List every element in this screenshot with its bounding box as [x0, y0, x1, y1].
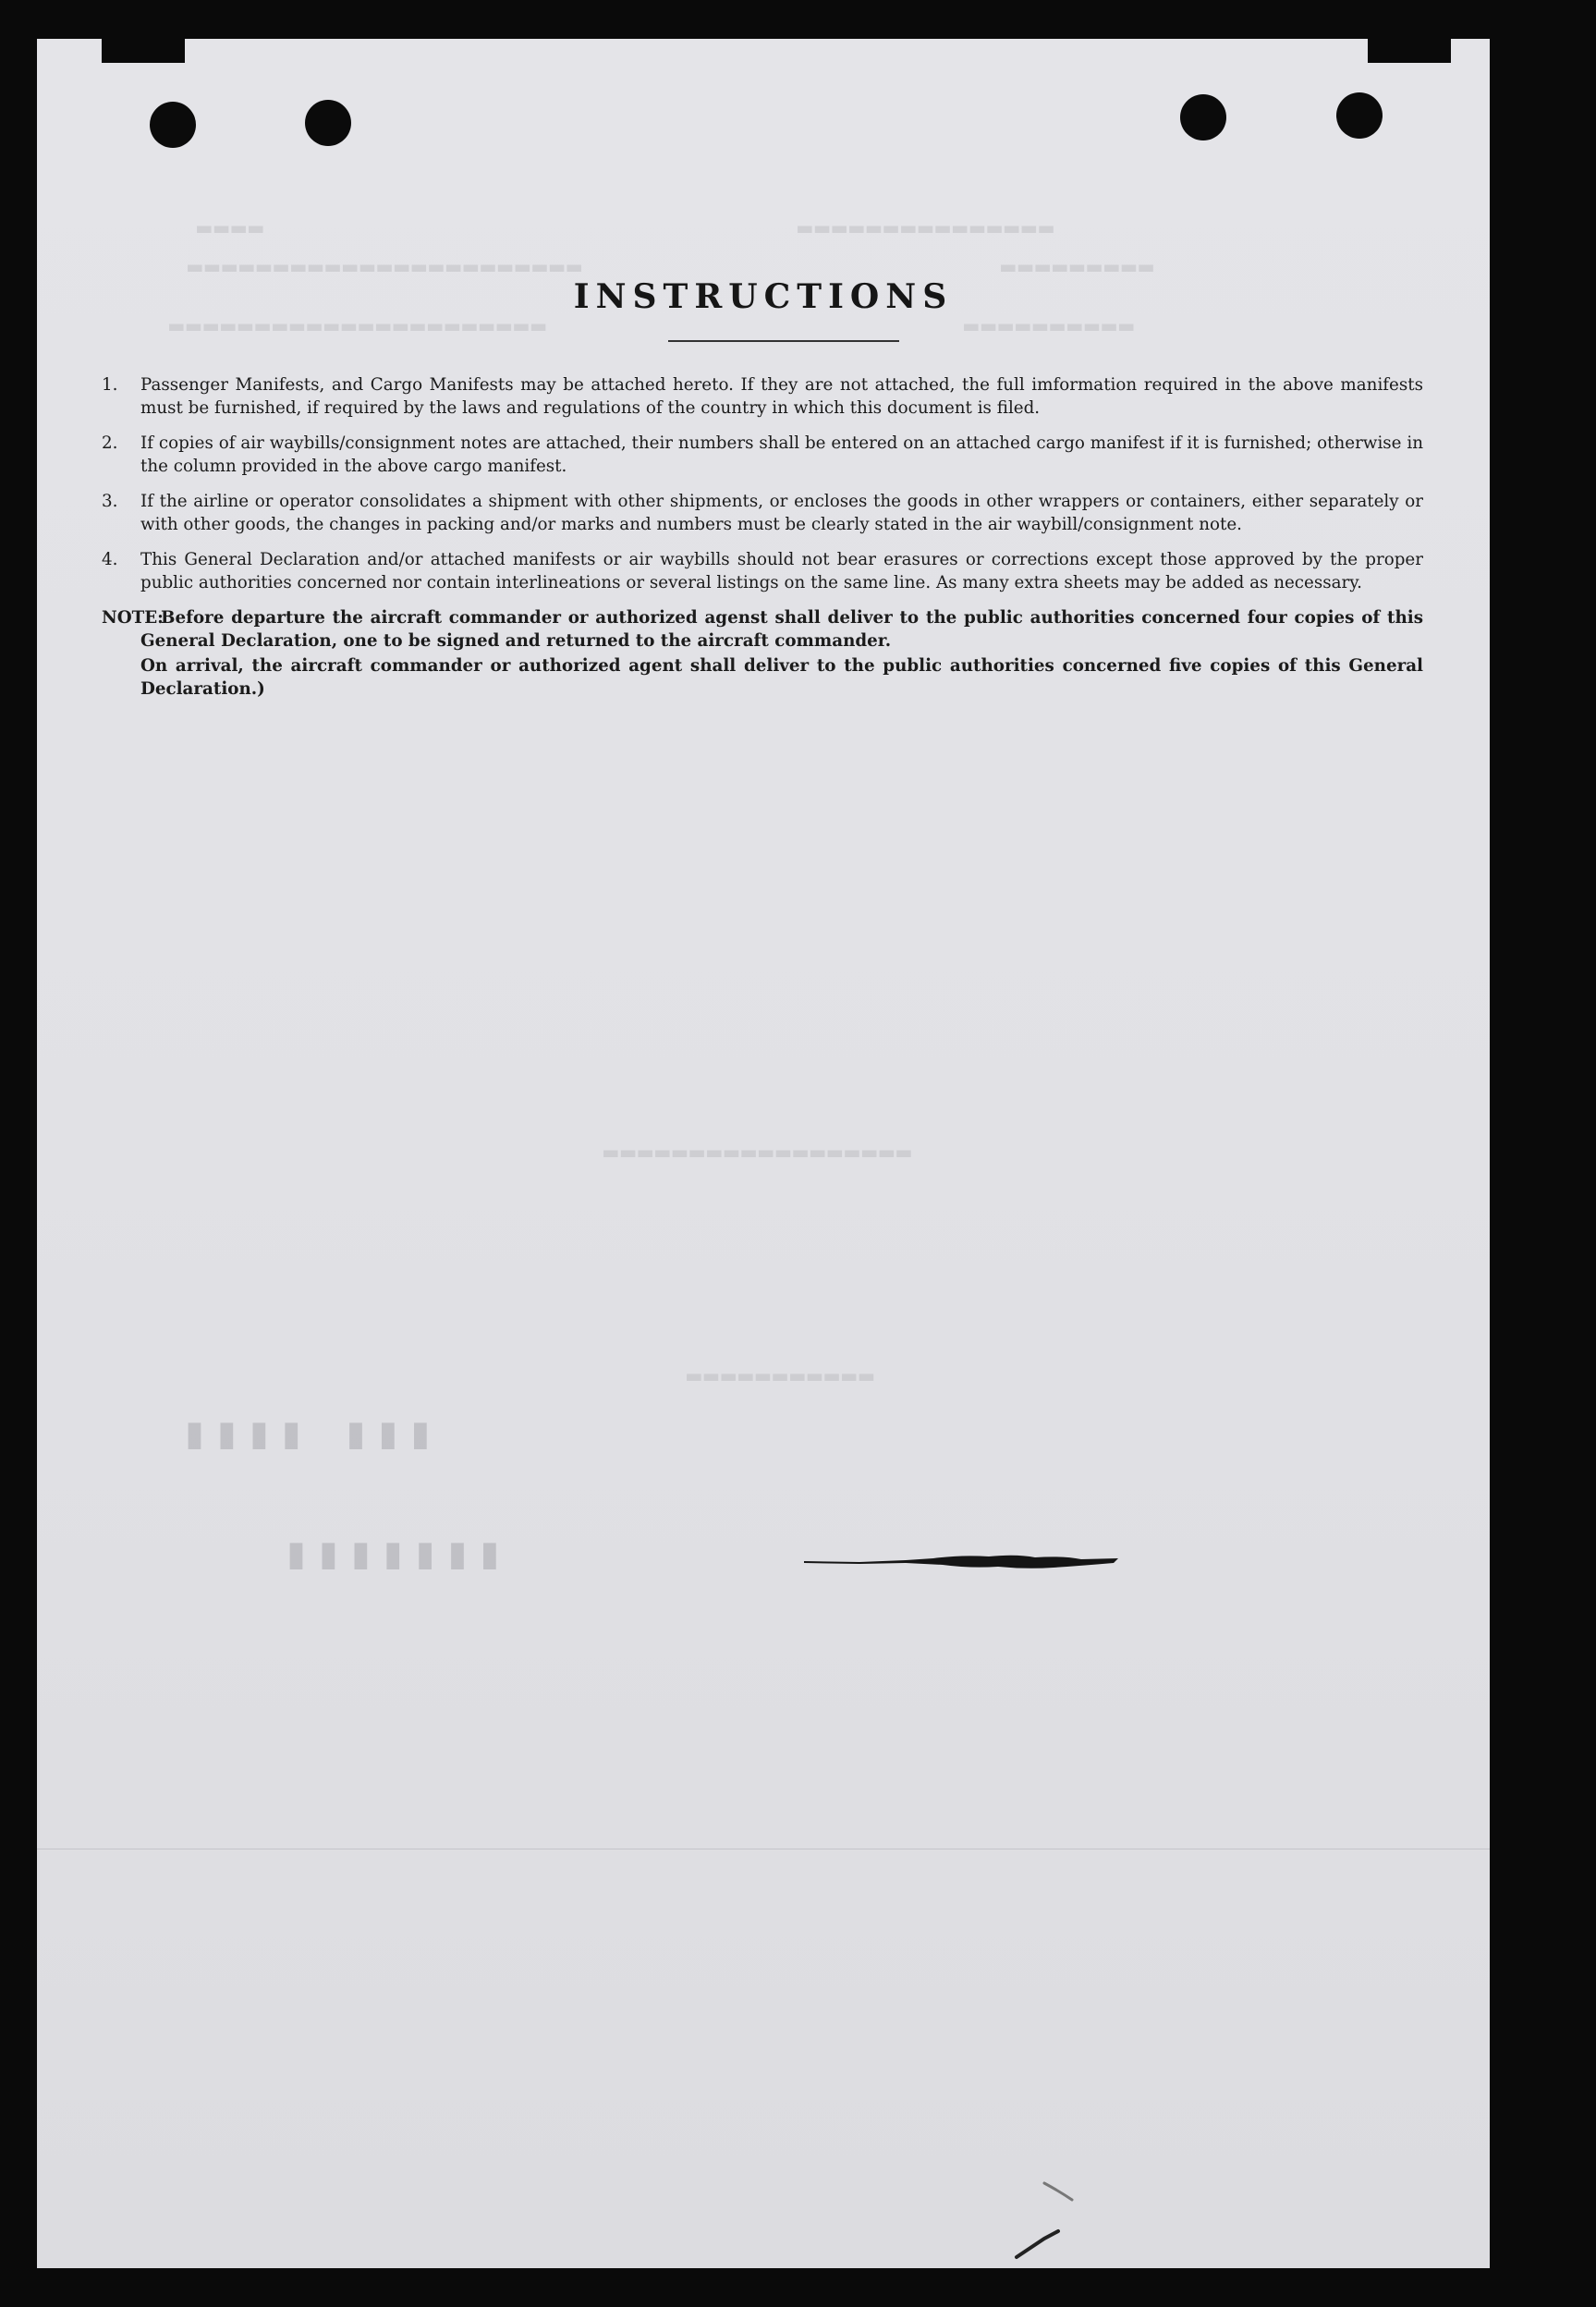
ink-smudge [804, 1551, 1118, 1571]
instruction-text: Passenger Manifests, and Cargo Manifests may be attached hereto. If they are not attached, the full imformation required in the above manifests must be furnished, if required by the laws and regulations of the country in which this document is filed. [140, 375, 1423, 418]
instruction-item [102, 373, 1423, 420]
punch-hole [150, 102, 196, 148]
instruction-item [102, 432, 1423, 478]
note-paragraph-text: Before departure the aircraft commander or authorized agenst shall deliver to the public authorities concerned four copies of this General Declaration, one to be signed and returned to the aircraft commander. [140, 608, 1423, 651]
instruction-text: This General Declaration and/or attached manifests or air waybills should not bear erasures or corrections except those approved by the proper public authorities concerned nor contain interlineations or several listings on the same line. As many extra sheets may be added as necessary. [140, 550, 1423, 592]
punch-hole [305, 100, 351, 146]
note-paragraph-text: On arrival, the aircraft commander or authorized agent shall deliver to the public authorities concerned five copies of this General Declaration.) [140, 656, 1423, 699]
show-through-text: ▬▬▬▬ [194, 214, 263, 242]
note-block [102, 606, 1423, 701]
instruction-text: If copies of air waybills/consignment notes are attached, their numbers shall be entered on an attached cargo manifest if it is furnished; otherwise in the column provided in the above cargo manifest. [140, 433, 1423, 476]
instruction-number: 4. [102, 550, 118, 569]
pen-mark [980, 2174, 1090, 2268]
instruction-number: 3. [102, 492, 118, 511]
page-title: INSTRUCTIONS [573, 277, 954, 316]
show-through-text: ▬▬▬▬▬▬▬▬▬▬ [961, 312, 1134, 340]
instruction-number: 1. [102, 375, 118, 395]
faint-stamp: ▮▮▮ ▮▮▮▮ [176, 1407, 434, 1459]
show-through-text: ▬▬▬▬▬▬▬▬▬▬▬▬▬▬▬▬▬▬▬▬▬▬▬ [185, 253, 582, 281]
instructions-list [102, 373, 1423, 701]
note-paragraph [140, 654, 1423, 701]
note-paragraph [140, 606, 1423, 653]
instruction-number: 2. [102, 433, 118, 453]
note-label: NOTE: [102, 608, 164, 628]
top-left-tab [102, 39, 185, 63]
document-page [37, 39, 1490, 2268]
punch-hole [1336, 92, 1383, 139]
show-through-text: ▬▬▬▬▬▬▬▬▬▬▬▬▬▬▬▬▬▬ [601, 1139, 911, 1166]
top-right-tab [1368, 39, 1451, 63]
faint-stamp: ▮▮▮▮▮▮▮ [277, 1527, 504, 1579]
instruction-item [102, 548, 1423, 594]
show-through-text: ▬▬▬▬▬▬▬▬▬▬▬▬▬▬▬ [795, 214, 1054, 242]
punch-hole [1180, 94, 1226, 140]
title-underline [668, 340, 899, 342]
instruction-text: If the airline or operator consolidates a shipment with other shipments, or encloses the goods in other wrappers or containers, either separately or with other goods, the changes in packing and/or marks and numbers must be clearly stated in the air waybill/consignment note. [140, 492, 1423, 534]
instruction-item [102, 490, 1423, 536]
show-through-text: ▬▬▬▬▬▬▬▬▬▬▬ [684, 1362, 874, 1390]
show-through-text: ▬▬▬▬▬▬▬▬▬ [998, 253, 1153, 281]
show-through-text: ▬▬▬▬▬▬▬▬▬▬▬▬▬▬▬▬▬▬▬▬▬▬ [166, 312, 546, 340]
